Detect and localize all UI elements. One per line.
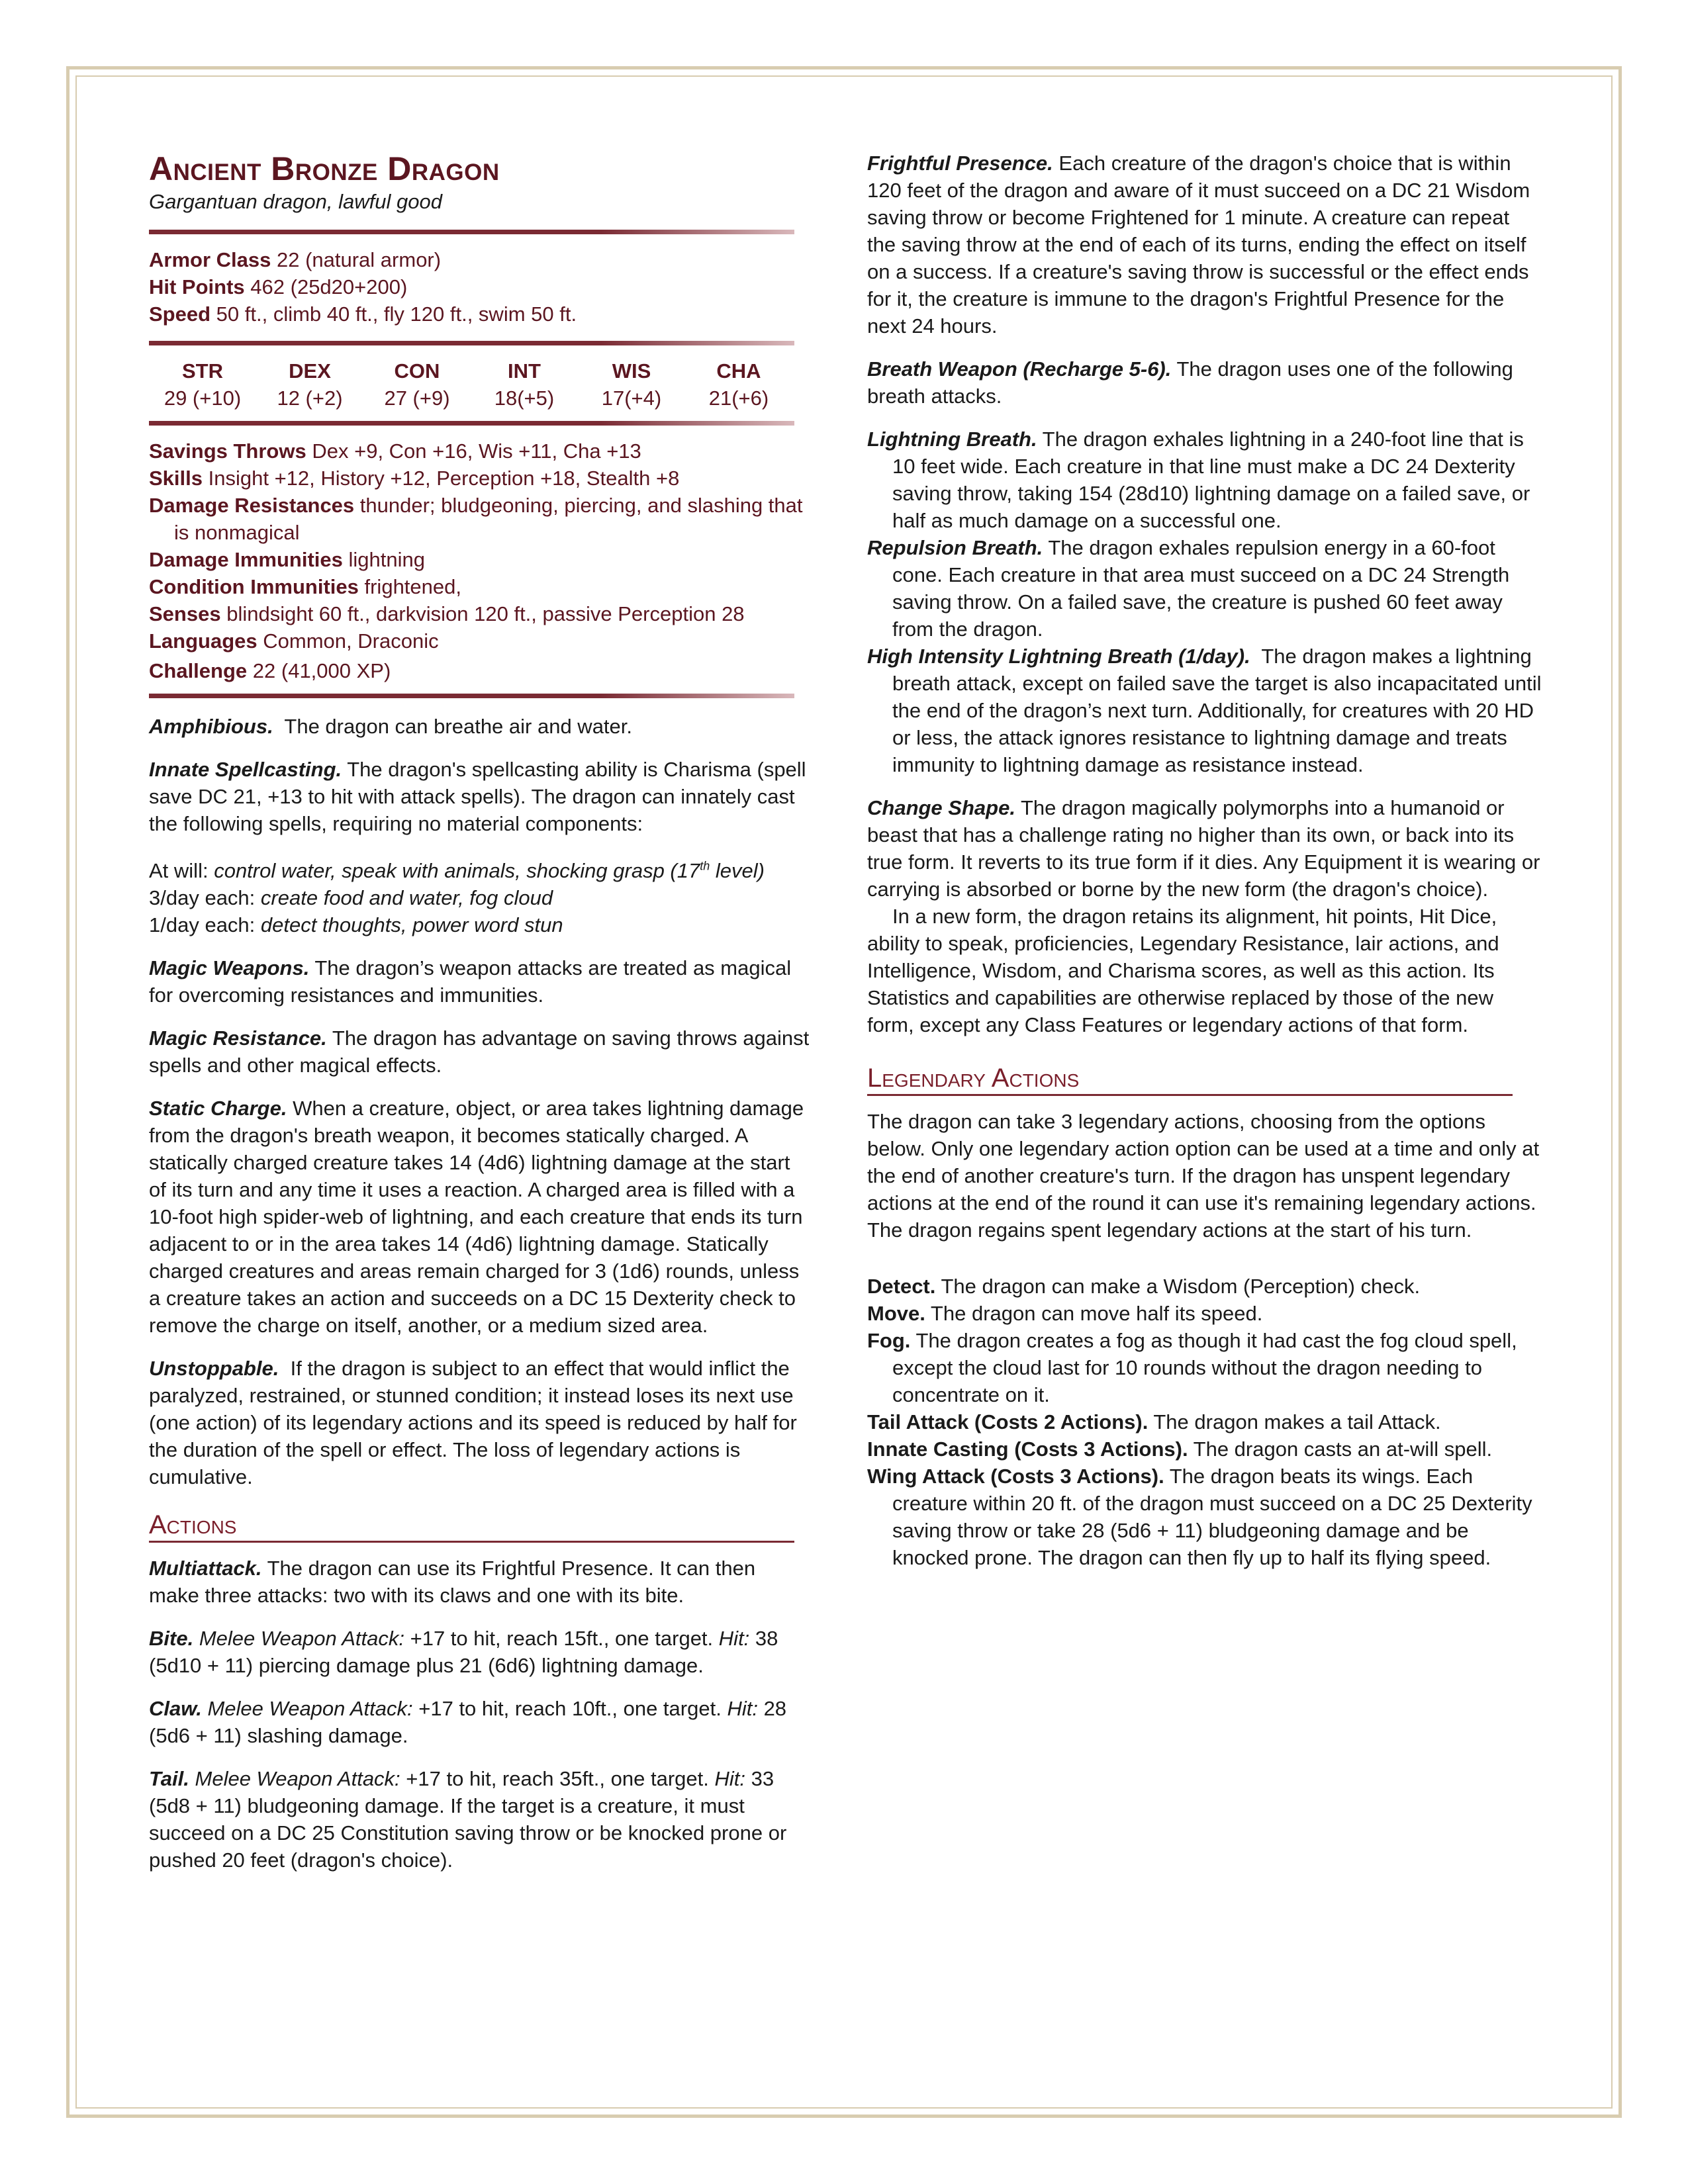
damage-resistances: Damage Resistances thunder; bludgeoning, piercing, and slashing that is nonmagical [149,494,803,544]
saving-throws: Savings Throws Dex +9, Con +16, Wis +11, Cha +13 [149,439,641,463]
ability-header: INT [508,359,541,383]
divider [149,341,794,345]
right-column [867,150,1542,1571]
legendary-detect: Detect. The dragon can make a Wisdom (Perception) check. [867,1275,1421,1298]
breath-repulsion: Repulsion Breath. The dragon exhales repulsion energy in a 60-foot cone. Each creature in that area must succeed on a DC 24 Strength saving throw. On a failed save, the creature is pushed 60 feet away from the dragon. [867,536,1510,641]
spell-1-day: 1/day each: detect thoughts, power word stun [149,913,563,937]
ability-header: CON [394,359,440,383]
languages: Languages Common, Draconic [149,629,439,653]
trait-innate-spellcasting: Innate Spellcasting. The dragon's spellcasting ability is Charisma (spell save DC 21, +13 to hit with attack spells). The dragon can innately cast the following spells, requiring no material components: [149,758,806,835]
senses: Senses blindsight 60 ft., darkvision 120 ft., passive Perception 28 [149,602,745,625]
creature-subtitle: Gargantuan dragon, lawful good [149,190,442,213]
ability-scores [149,385,794,412]
ability-score: 12 (+2) [277,387,343,410]
legendary-wing-attack: Wing Attack (Costs 3 Actions). The dragon beats its wings. Each creature within 20 ft. of the dragon must succeed on a DC 25 Dexterity saving throw or take 28 (5d6 + 11) bludgeoning damage and be knocked prone. The dragon can then fly up to half its flying speed. [867,1465,1532,1569]
spell-3-day: 3/day each: create food and water, fog cloud [149,886,553,910]
action-tail: Tail. Melee Weapon Attack: +17 to hit, reach 35ft., one target. Hit: 33 (5d8 + 11) bludgeoning damage. If the target is a creature, it must succeed on a DC 25 Constitution saving throw or be knocked prone or pushed 20 feet (dragon's choice). [149,1767,787,1872]
ability-score: 18(+5) [494,387,555,410]
ability-header: WIS [612,359,651,383]
legendary-tail-attack: Tail Attack (Costs 2 Actions). The dragon makes a tail Attack. [867,1410,1441,1433]
legendary-move: Move. The dragon can move half its speed. [867,1302,1263,1325]
ability-header: STR [182,359,223,383]
ability-score: 21(+6) [708,387,769,410]
trait-magic-resistance: Magic Resistance. The dragon has advantage on saving throws against spells and other magical effects. [149,1026,810,1077]
left-column [149,150,811,1889]
breath-high-intensity: High Intensity Lightning Breath (1/day). The dragon makes a lightning breath attack, except on failed save the target is also incapacitated until the end of the dragon’s next turn. Additionally, for creatures with 20 HD or less, the attack ignores resistance to lightning damage and treats immunity to lightning damage as resistance instead. [867,645,1542,776]
divider [149,694,794,698]
trait-magic-weapons: Magic Weapons. The dragon’s weapon attacks are treated as magical for overcoming resistances and immunities. [149,956,792,1007]
creature-name: Ancient Bronze Dragon [149,150,500,187]
hit-points: Hit Points 462 (25d20+200) [149,275,408,298]
actions-heading: Actions [149,1510,794,1543]
legendary-fog: Fog. The dragon creates a fog as though it had cast the fog cloud spell, except the cloud last for 10 rounds without the dragon needing to concentrate on it. [867,1329,1517,1406]
challenge: Challenge 22 (41,000 XP) [149,659,391,682]
legendary-innate-casting: Innate Casting (Costs 3 Actions). The dragon casts an at-will spell. [867,1437,1493,1461]
basic-stats [149,246,811,328]
detail-stats [149,437,811,684]
trait-amphibious: Amphibious. The dragon can breathe air and water. [149,715,633,738]
ability-score: 29 (+10) [164,387,242,410]
spell-list [149,853,811,938]
skills: Skills Insight +12, History +12, Perception +18, Stealth +8 [149,467,680,490]
ability-header: DEX [289,359,331,383]
trait-static-charge: Static Charge. When a creature, object, or area takes lightning damage from the dragon's breath weapon, it becomes statically charged. A statically charged creature takes 14 (4d6) lightning damage at the start of its turn and any time it uses a reaction. A charged area is filled with a 10-foot high spider-web of lightning, and each creature that ends its turn adjacent to or in the area takes 14 (4d6) lightning damage. Statically charged creatures and areas remain charged for 3 (1d6) rounds, unless a creature takes an action and succeeds on a DC 15 Dexterity check to remove the charge on itself, another, or a medium sized area. [149,1097,804,1338]
ability-score: 27 (+9) [384,387,450,410]
damage-immunities: Damage Immunities lightning [149,548,425,571]
action-bite: Bite. Melee Weapon Attack: +17 to hit, reach 15ft., one target. Hit: 38 (5d10 + 11) piercing damage plus 21 (6d6) lightning damage. [149,1627,778,1678]
legendary-actions-heading: Legendary Actions [867,1064,1513,1096]
action-breath-weapon: Breath Weapon (Recharge 5-6). The dragon uses one of the following breath attacks. [867,357,1513,408]
breath-lightning: Lightning Breath. The dragon exhales lightning in a 240-foot line that is 10 feet wide. Each creature in that line must make a DC 24 Dexterity saving throw, taking 154 (28d10) lightning damage on a failed save, or half as much damage on a successful one. [867,428,1530,532]
ability-header: CHA [716,359,761,383]
action-multiattack: Multiattack. The dragon can use its Frightful Presence. It can then make three attacks: two with its claws and one with its bite. [149,1557,756,1608]
legendary-intro: The dragon can take 3 legendary actions, choosing from the options below. Only one legendary action option can be used at a time and only at the end of another creature's turn. If the dragon has unspent legendary actions at the end of the round it can use it's remaining legendary actions. The dragon regains spent legendary actions at the start of his turn. [867,1110,1540,1242]
action-frightful-presence: Frightful Presence. Each creature of the dragon's choice that is within 120 feet of the dragon and aware of it must succeed on a DC 21 Wisdom saving throw or become Frightened for 1 minute. A creature can repeat the saving throw at the end of each of its turns, ending the effect on itself on a success. If a creature's saving throw is successful or the effect ends for it, the creature is immune to the dragon's Frightful Presence for the next 24 hours. [867,152,1530,338]
spell-at-will: At will: control water, speak with animals, shocking grasp (17th level) [149,859,765,883]
ability-headers [149,357,794,385]
condition-immunities: Condition Immunities frightened, [149,575,461,598]
action-change-shape: Change Shape. The dragon magically polymorphs into a humanoid or beast that has a challenge rating no higher than its own, or back into its true form. It reverts to its true form if it dies. Any Equipment it is wearing or carrying is absorbed or borne by the new form (the dragon's choice). [867,796,1540,901]
trait-unstoppable: Unstoppable. If the dragon is subject to an effect that would inflict the paralyzed, restrained, or stunned condition; it instead loses its next use (one action) of its legendary actions and its speed is reduced by half for the duration of the spell or effect. The loss of legendary actions is cumulative. [149,1357,797,1489]
armor-class: Armor Class 22 (natural armor) [149,248,442,271]
action-change-shape-cont: In a new form, the dragon retains its alignment, hit points, Hit Dice, ability to speak, proficiencies, Legendary Resistance, lair actions, and Intelligence, Wisdom, and Charisma scores, as well as this action. Its Statistics and capabilities are otherwise replaced by those of the new form, except any Class Features or legendary actions of that form. [867,905,1499,1036]
action-claw: Claw. Melee Weapon Attack: +17 to hit, reach 10ft., one target. Hit: 28 (5d6 + 11) slashing damage. [149,1697,787,1748]
ability-score: 17(+4) [601,387,662,410]
divider [149,230,794,234]
divider [149,421,794,426]
speed: Speed 50 ft., climb 40 ft., fly 120 ft., swim 50 ft. [149,302,577,326]
